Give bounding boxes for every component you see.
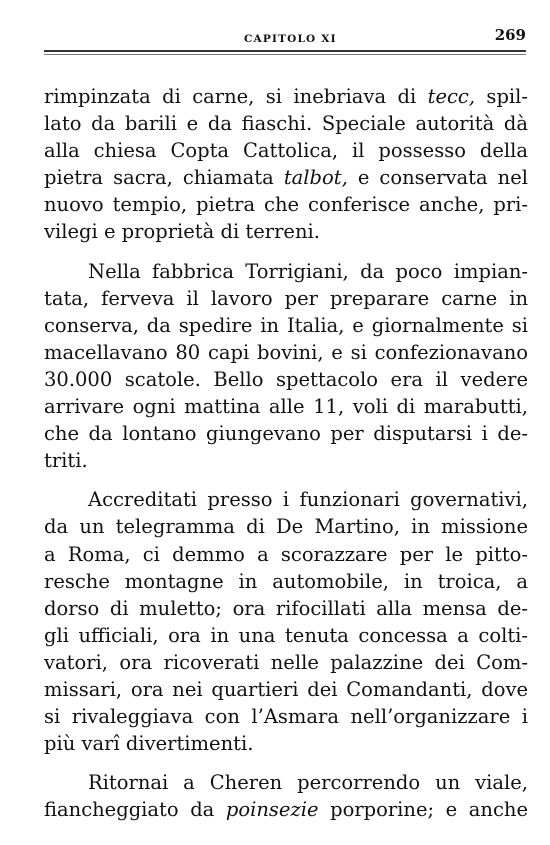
text-line: fiancheggiato da poinsezie porporine; e anche (44, 798, 528, 822)
paragraph-gap (44, 757, 528, 769)
text-line: Accreditati presso i funzionari governativi, (88, 488, 528, 512)
running-header (44, 22, 526, 52)
paragraph (44, 83, 528, 246)
text-line: macellavano 80 capi bovini, e si confezionavano (44, 340, 528, 364)
text-line: Ritornai a Cheren percorrendo un viale, (88, 771, 528, 795)
text-line: gli ufficiali, ora in una tenuta concessa a colti- (44, 623, 528, 647)
paragraph-gap (44, 246, 528, 258)
header-rule (44, 50, 526, 52)
text-line: Nella fabbrica Torrigiani, da poco impian- (88, 259, 528, 283)
text-line: più varî divertimenti. (44, 732, 254, 756)
paragraph (44, 769, 528, 823)
text-line: resche montagne in automobile, in troica, a (44, 569, 528, 593)
text-line: vilegi e proprietà di terreni. (44, 220, 320, 244)
text-line: che da lontano giungevano per disputarsi i de- (44, 422, 528, 446)
text-line: missari, ora nei quartieri dei Comandanti, dove (44, 677, 528, 701)
text-line: si rivaleggiava con l’Asmara nell’organizzare i (44, 705, 528, 729)
text-line: alla chiesa Copta Cattolica, il possesso della (44, 139, 528, 163)
paragraph (44, 486, 528, 757)
text-line: pietra sacra, chiamata talbot, e conservata nel (44, 166, 528, 190)
text-line: 30.000 scatole. Bello spettacolo era il vedere (44, 367, 528, 391)
text-line: da un telegramma di De Martino, in missione (44, 515, 528, 539)
text-line: arrivare ogni mattina alle 11, voli di marabutti, (44, 395, 528, 419)
text-line: triti. (44, 449, 88, 473)
text-line: vatori, ora ricoverati nelle palazzine dei Com- (44, 650, 528, 674)
text-line: nuovo tempio, pietra che conferisce anche, pri- (44, 193, 528, 217)
page-number: 269 (494, 26, 526, 44)
header-rule-thin (44, 54, 526, 55)
text-line: a Roma, ci demmo a scorazzare per le pitto- (44, 542, 528, 566)
italic-term: poinsezie (225, 798, 319, 822)
italic-term: tecc, (427, 85, 476, 108)
paragraph-gap (44, 474, 528, 486)
text-line: conserva, da spedire in Italia, e giornalmente si (44, 313, 528, 337)
paragraph (44, 258, 528, 475)
text-line: lato da barili e da fiaschi. Speciale autorità dà (44, 112, 528, 136)
text-line: rimpinzata di carne, si inebriava di tecc, spil- (44, 85, 528, 108)
text-line: dorso di muletto; ora rifocillati alla mensa de- (44, 596, 528, 620)
body-text (44, 83, 528, 823)
chapter-title: CAPITOLO XI (244, 33, 337, 45)
italic-term: talbot, (283, 166, 348, 190)
text-line: tata, ferveva il lavoro per preparare carne in (44, 286, 528, 310)
